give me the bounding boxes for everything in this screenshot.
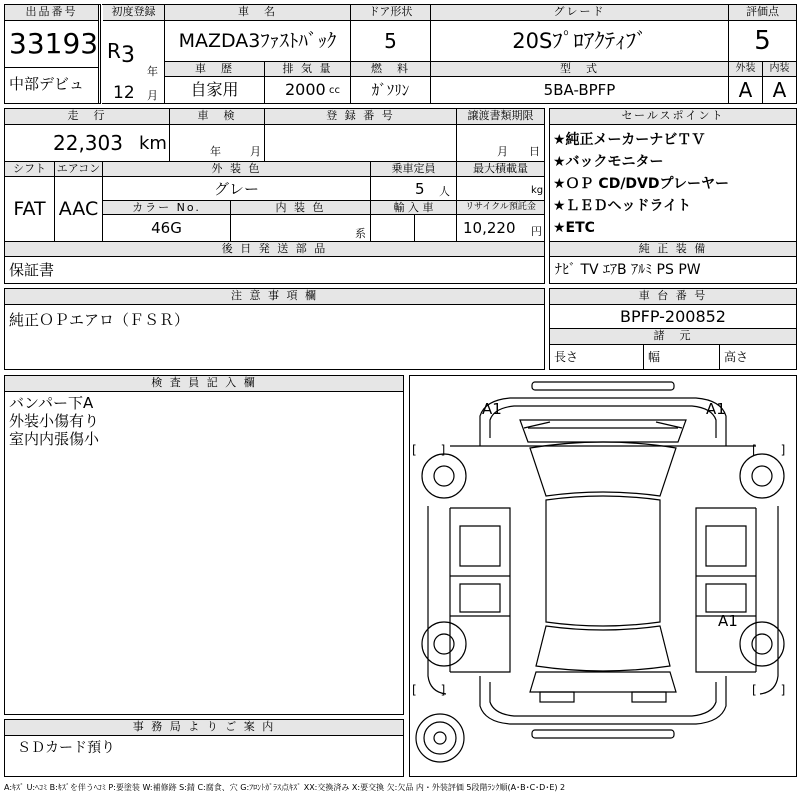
fuel: ｶﾞｿﾘﾝ [351,77,431,103]
mileage-unit: km [139,133,167,154]
interior-color-unit: 系 [355,227,366,240]
sales-points-label: セールスポイント [550,109,796,125]
office-label: 事 務 局 よ り ご 案 内 [5,720,403,736]
score: 5 [754,26,771,56]
history: 自家用 [165,77,265,103]
interior-grade-label: 内装 [763,61,796,77]
max-load-cell [457,177,544,201]
later-parts: 保証書 [9,261,55,279]
sales-point-item: ★ＯＰ CD/DVDプレーヤー [553,176,729,192]
recycle-unit: 円 [531,225,542,238]
later-parts-label: 後 日 発 送 部 品 [5,241,544,257]
score-label: 評価点 [729,5,796,21]
displacement-cell [265,77,351,103]
inspection-cell [170,125,265,161]
width-label: 幅 [644,345,720,369]
exterior-color-label: 外 装 色 [103,161,371,177]
door-type-label: ドア形状 [351,5,431,21]
chassis-number: BPFP-200852 [550,305,796,329]
vehicle-details [4,108,545,284]
car-name-label: 車 名 [165,5,351,21]
specs-label: 諸 元 [550,329,796,345]
first-registration-label: 初度登録 [103,5,165,21]
inspector-note: 外装小傷有り [9,412,100,430]
top-section [4,4,797,104]
import-label: 輸 入 車 [371,201,457,215]
legend: A:ｷｽﾞ U:ﾍｺﾐ B:ｷｽﾞを伴うﾍｺﾐ P:要塗装 W:補修跡 S:錆 C:腐食、穴 G:ﾌﾛﾝﾄｶﾞﾗｽ点ｷｽﾞ XX:交換済み X:要交換 欠:欠品 内・外装評価 5段階ﾗﾝｸ順(A･B･C･D･E) 2 [4,783,566,792]
damage-mark: A1 [482,400,502,418]
inspector-notes [9,394,399,464]
max-load-unit: kg [531,185,544,196]
inspector-label: 検 査 員 記 入 欄 [5,376,403,392]
transfer-deadline-cell [457,125,544,161]
grade-label: グレード [431,5,729,21]
displacement-unit: cc [329,85,340,96]
bracket-rear-left: [ ] [412,683,446,697]
sales-points-list [553,129,793,239]
mileage-label: 走 行 [5,109,170,125]
displacement-label: 排 気 量 [265,61,351,77]
exterior-grade-label: 外装 [729,61,763,77]
interior-color-label: 内 装 色 [231,201,371,215]
inspection-label: 車 検 [170,109,265,125]
equipment-label: 純 正 装 備 [550,241,796,257]
reg-year: 3 [121,43,135,68]
car-diagram [409,375,797,777]
notes-label: 注 意 事 項 欄 [5,289,544,305]
transfer-month-unit: 月 [497,145,508,158]
recycle-deposit: 10,220 [463,219,516,237]
import-cell-2 [415,215,457,241]
inspector-note: 室内内張傷小 [9,430,100,448]
capacity-cell [371,177,457,201]
aircon: AAC [55,177,103,241]
shift-label: シフト [5,161,55,177]
length-label: 長さ [550,345,644,369]
inspector-note: バンパー下A [9,394,94,412]
chassis-section [549,288,797,370]
recycle-cell [457,215,544,241]
sales-point-item: ★バックモニター [553,154,664,170]
debut-text: 中部デビュ [5,67,99,103]
capacity-unit: 人 [439,185,450,198]
color-number-label: カラー No. [103,201,231,215]
car-diagram-svg [410,376,796,776]
shift: FAT [5,177,55,241]
first-registration [103,21,165,103]
inspector-section [4,375,404,715]
office-note: ＳＤカード預り [17,740,115,756]
damage-mark: A1 [706,400,726,418]
model-code: 5BA-BPFP [431,77,729,103]
month-unit: 月 [147,89,158,102]
sales-point-item: ★純正メーカーナビＴＶ [553,132,706,148]
registration-number-label: 登 録 番 号 [265,109,457,125]
capacity: 5 [415,180,425,198]
mileage-cell [5,125,170,161]
car-name: MAZDA3ﾌｧｽﾄﾊﾞｯｸ [165,21,351,61]
registration-number [265,125,457,161]
interior-color-cell [231,215,371,241]
max-load-label: 最大積載量 [457,161,544,177]
bracket-front-left: [ ] [412,443,446,457]
notes-section [4,288,545,370]
bracket-rear-right: [ ] [752,683,786,697]
exterior-grade: A [729,77,763,103]
damage-mark: A1 [718,612,738,630]
chassis-number-label: 車 台 番 号 [550,289,796,305]
lot-number-label: 出品番号 [5,5,99,21]
sales-point-item: ★ＬＥＤヘッドライト [553,198,692,214]
notes: 純正ＯＰエアロ（ＦＳＲ） [9,311,190,329]
aircon-label: エアコン [55,161,103,177]
door-count: 5 [351,21,431,61]
history-label: 車 歴 [165,61,265,77]
sales-point-item: ★ETC [553,220,595,236]
height-label: 高さ [724,350,749,364]
color-number: 46G [103,215,231,241]
equipment: ﾅﾋﾞ TV ｴｱB ｱﾙﾐ PS PW [555,262,701,278]
year-unit: 年 [147,65,158,78]
transfer-day-unit: 日 [529,145,540,158]
recycle-label: リサイクル預託金 [457,201,544,215]
reg-month: 12 [113,83,135,103]
grade: 20Sﾌﾟﾛｱｸﾃｨﾌﾞ [431,21,729,61]
displacement: 2000 [285,80,326,99]
import-cell [371,215,415,241]
lot-number: 33193 [5,21,99,67]
model-label: 型 式 [431,61,729,77]
transfer-deadline-label: 譲渡書類期限 [457,109,544,125]
office-section [4,719,404,777]
exterior-color: グレー [103,177,371,201]
interior-grade: A [772,78,787,102]
inspection-year-unit: 年 [210,145,221,158]
era: R [107,39,121,63]
inspection-month-unit: 月 [250,145,261,158]
sales-points [549,108,797,284]
fuel-label: 燃 料 [351,61,431,77]
capacity-label: 乗車定員 [371,161,457,177]
mileage: 22,303 [53,131,123,155]
bracket-front-right: [ ] [752,443,786,457]
